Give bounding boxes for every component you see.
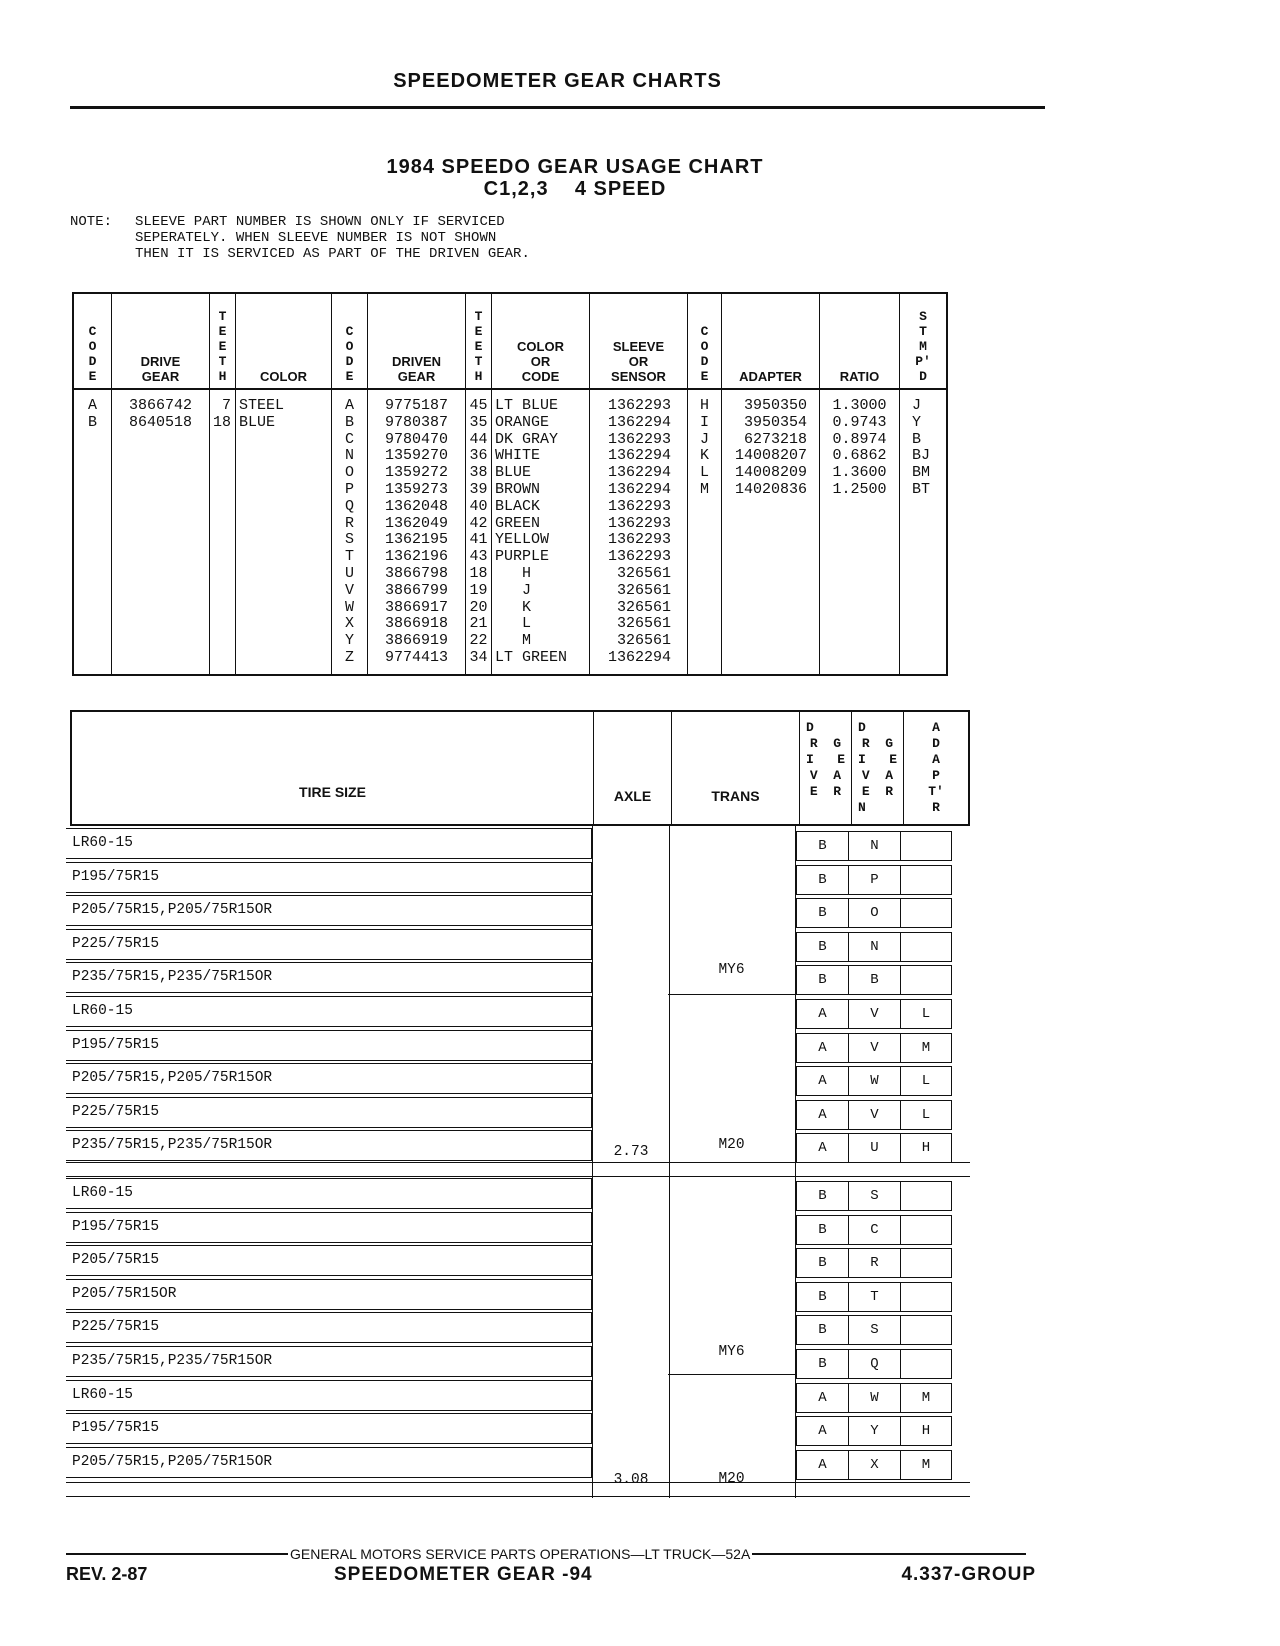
gear-usage-table <box>72 292 948 676</box>
col-driven-code <box>332 390 368 674</box>
col-adapter <box>722 390 820 674</box>
header-adapter-col <box>904 712 968 824</box>
footer-revision: REV. 2-87 <box>66 1564 148 1584</box>
tire-size-table <box>66 710 970 1498</box>
drive-gear-cell: B <box>796 932 848 962</box>
tire-size-cell: P205/75R15,P205/75R15OR <box>66 1447 592 1478</box>
drive-color-values: STEEL BLUE <box>239 397 285 431</box>
adapter-cell <box>900 898 952 928</box>
adapter-cell <box>900 831 952 861</box>
adapter-cell <box>900 1181 952 1211</box>
tire-row <box>66 1063 970 1097</box>
tire-row <box>66 1212 970 1246</box>
adapter-cell <box>900 932 952 962</box>
drive-gear-cell: A <box>796 1383 848 1413</box>
header-teeth-1-label: T E E T H <box>218 309 227 384</box>
header-adapter-label: ADAPTER <box>739 369 802 384</box>
sleeve-values: 1362293 1362294 1362293 1362294 1362294 1362294 1362293 1362293 1362293 1362293 326561 326561 326561 326561 326561 1362294 <box>607 397 671 666</box>
stmpd-values: J Y B BJ BM BT <box>912 397 931 498</box>
tire-size-cell: P195/75R15 <box>66 1212 592 1243</box>
header-sleeve <box>590 294 688 388</box>
header-axle <box>594 712 672 824</box>
tire-row <box>66 1030 970 1064</box>
driven-gear-cell: B <box>848 965 900 995</box>
header-driven-gear-label: DRIVEN GEAR <box>391 354 442 384</box>
driven-gear-cell: P <box>848 865 900 895</box>
table-bottom-rule <box>66 1482 970 1483</box>
gear-usage-header <box>74 294 946 390</box>
adapter-cell <box>900 1315 952 1345</box>
drive-gear-cell: B <box>796 1315 848 1345</box>
header-driven-gear <box>368 294 466 388</box>
driven-gear-cell: U <box>848 1133 900 1163</box>
note-label: NOTE: <box>70 214 113 230</box>
tire-size-cell: P235/75R15,P235/75R15OR <box>66 1130 592 1161</box>
adapter-cell <box>900 865 952 895</box>
tire-row <box>66 929 970 963</box>
drive-gear-cell: A <box>796 1450 848 1480</box>
tire-row <box>66 1245 970 1279</box>
tire-size-cell: P205/75R15,P205/75R15OR <box>66 895 592 926</box>
header-code-3 <box>688 294 722 388</box>
adapter-cell: L <box>900 1066 952 1096</box>
header-sleeve-label: SLEEVE OR SENSOR <box>611 339 666 384</box>
header-drive-gear-col <box>800 712 852 824</box>
header-driven-gear-col <box>852 712 904 824</box>
footer-line-text: GENERAL MOTORS SERVICE PARTS OPERATIONS—LT TRUCK—52A <box>290 1546 751 1562</box>
driven-gear-values: 9775187 9780387 9780470 1359270 1359272 1359273 1362048 1362049 1362195 1362196 3866798 3866799 3866917 3866918 3866919 9774413 <box>384 397 448 666</box>
header-stmpd-label: S T M P' D <box>915 309 931 384</box>
header-drive-gear-col-label: D R G I E V A E R <box>805 720 845 799</box>
driven-gear-cell: Y <box>848 1416 900 1446</box>
driven-gear-cell: S <box>848 1315 900 1345</box>
trans-value-2a: MY6 <box>718 1344 745 1360</box>
drive-teeth-values: 7 18 <box>212 397 231 431</box>
tire-row <box>66 1346 970 1380</box>
header-color <box>236 294 332 388</box>
drive-code-values: A B <box>87 397 97 431</box>
tire-table-header <box>70 710 970 826</box>
header-drive-gear <box>112 294 210 388</box>
driven-gear-cell: V <box>848 999 900 1029</box>
header-trans <box>672 712 800 824</box>
col-driven-teeth <box>466 390 492 674</box>
col-drive-code <box>74 390 112 674</box>
tire-row <box>66 962 970 996</box>
header-code-1-label: C O D E <box>88 324 97 384</box>
header-axle-label: AXLE <box>613 788 652 804</box>
header-color-or-code-label: COLOR OR CODE <box>517 339 564 384</box>
tire-row <box>66 1097 970 1131</box>
chart-title-line-2: C1,2,3 4 SPEED <box>483 178 667 200</box>
trans-value-2b: M20 <box>718 1471 745 1487</box>
group-separator <box>66 1162 970 1163</box>
group-separator-2 <box>66 1176 970 1177</box>
tire-size-cell: P235/75R15,P235/75R15OR <box>66 962 592 993</box>
header-tire-size <box>72 712 594 824</box>
adapter-code-values: H I J K L M <box>699 397 709 498</box>
adapter-cell <box>900 1248 952 1278</box>
drive-gear-cell: A <box>796 1100 848 1130</box>
adapter-cell <box>900 1215 952 1245</box>
drive-gear-cell: A <box>796 1066 848 1096</box>
col-sleeve <box>590 390 688 674</box>
driven-gear-cell: N <box>848 932 900 962</box>
adapter-cell <box>900 1282 952 1312</box>
header-ratio <box>820 294 900 388</box>
drive-gear-cell: B <box>796 1349 848 1379</box>
tire-size-cell: LR60-15 <box>66 1178 592 1209</box>
header-code-3-label: C O D E <box>700 324 709 384</box>
drive-gear-cell: B <box>796 965 848 995</box>
adapter-cell <box>900 965 952 995</box>
tire-size-cell: P195/75R15 <box>66 1413 592 1444</box>
drive-gear-cell: B <box>796 1215 848 1245</box>
tire-row <box>66 1447 970 1481</box>
drive-gear-cell: B <box>796 865 848 895</box>
header-driven-gear-col-label: D R G I E V A E R N <box>857 720 897 815</box>
drive-gear-values: 3866742 8640518 <box>128 397 192 431</box>
header-adapter-col-label: A D A P T' R <box>928 720 944 815</box>
driven-gear-cell: C <box>848 1215 900 1245</box>
tire-size-cell: P225/75R15 <box>66 1097 592 1128</box>
drive-gear-cell: A <box>796 1033 848 1063</box>
driven-gear-cell: R <box>848 1248 900 1278</box>
tire-row <box>66 1178 970 1212</box>
header-stmpd <box>900 294 946 388</box>
tire-row <box>66 1413 970 1447</box>
header-adapter <box>722 294 820 388</box>
drive-gear-cell: A <box>796 1416 848 1446</box>
footer-rule-left <box>66 1553 288 1555</box>
footer-rule-right <box>752 1553 1026 1555</box>
drive-gear-cell: A <box>796 999 848 1029</box>
drive-gear-cell: B <box>796 1181 848 1211</box>
header-code-1 <box>74 294 112 388</box>
header-trans-label: TRANS <box>711 788 760 804</box>
tire-size-cell: P205/75R15,P205/75R15OR <box>66 1063 592 1094</box>
header-ratio-label: RATIO <box>839 369 880 384</box>
adapter-cell <box>900 1349 952 1379</box>
adapter-cell: M <box>900 1383 952 1413</box>
driven-gear-cell: T <box>848 1282 900 1312</box>
table-bottom-rule-2 <box>66 1496 970 1497</box>
note <box>70 214 530 262</box>
col-driven-gear <box>368 390 466 674</box>
drive-gear-cell: B <box>796 831 848 861</box>
tire-size-cell: P235/75R15,P235/75R15OR <box>66 1346 592 1377</box>
col-adapter-code <box>688 390 722 674</box>
col-drive-teeth <box>210 390 236 674</box>
chart-title <box>250 156 900 200</box>
adapter-cell: H <box>900 1416 952 1446</box>
adapter-cell: L <box>900 1100 952 1130</box>
driven-gear-cell: X <box>848 1450 900 1480</box>
tire-row <box>66 862 970 896</box>
header-color-or-code <box>492 294 590 388</box>
col-driven-color <box>492 390 590 674</box>
driven-gear-cell: O <box>848 898 900 928</box>
tire-size-cell: P195/75R15 <box>66 862 592 893</box>
adapter-values: 3950350 3950354 6273218 14008207 14008209 14020836 <box>734 397 807 498</box>
drive-gear-cell: A <box>796 1133 848 1163</box>
driven-gear-cell: V <box>848 1033 900 1063</box>
tire-size-cell: LR60-15 <box>66 828 592 859</box>
footer-group: 4.337-GROUP <box>901 1564 1036 1585</box>
col-drive-color <box>236 390 332 674</box>
header-code-2-label: C O D E <box>345 324 354 384</box>
tire-row <box>66 1380 970 1414</box>
driven-gear-cell: Q <box>848 1349 900 1379</box>
ratio-values: 1.3000 0.9743 0.8974 0.6862 1.3600 1.2500 <box>832 397 887 498</box>
header-drive-gear-label: DRIVE GEAR <box>140 354 181 384</box>
tire-size-cell: P225/75R15 <box>66 929 592 960</box>
page-title: SPEEDOMETER GEAR CHARTS <box>393 70 722 92</box>
driven-gear-cell: V <box>848 1100 900 1130</box>
header-teeth-2 <box>466 294 492 388</box>
tire-row <box>66 1312 970 1346</box>
tire-row <box>66 1279 970 1313</box>
tire-size-cell: LR60-15 <box>66 1380 592 1411</box>
adapter-cell: M <box>900 1033 952 1063</box>
driven-gear-cell: W <box>848 1383 900 1413</box>
header-teeth-2-label: T E E T H <box>474 309 483 384</box>
driven-gear-cell: W <box>848 1066 900 1096</box>
footer <box>66 1564 1036 1588</box>
tire-size-cell: P205/75R15OR <box>66 1279 592 1310</box>
header-color-label: COLOR <box>260 369 307 384</box>
header-tire-size-label: TIRE SIZE <box>299 784 366 800</box>
trans-value-1b: M20 <box>718 1137 745 1153</box>
tire-size-cell: P225/75R15 <box>66 1312 592 1343</box>
drive-gear-cell: B <box>796 1282 848 1312</box>
tire-row <box>66 828 970 862</box>
footer-line <box>66 1546 1026 1562</box>
driven-teeth-values: 45 35 44 36 38 39 40 42 41 43 18 19 20 21 22 34 <box>469 397 488 666</box>
driven-color-values: LT BLUE ORANGE DK GRAY WHITE BLUE BROWN BLACK GREEN YELLOW PURPLE H J K L M LT GREEN <box>495 397 568 666</box>
col-stmpd <box>900 390 946 674</box>
adapter-cell: H <box>900 1133 952 1163</box>
tire-row <box>66 1130 970 1164</box>
adapter-cell: M <box>900 1450 952 1480</box>
footer-section: SPEEDOMETER GEAR -94 <box>334 1564 593 1585</box>
adapter-cell: L <box>900 999 952 1029</box>
axle-value-2: 3.08 <box>613 1472 649 1488</box>
col-drive-gear <box>112 390 210 674</box>
axle-value-1: 2.73 <box>613 1144 649 1160</box>
tire-row <box>66 895 970 929</box>
header-teeth-1 <box>210 294 236 388</box>
trans-value-1a: MY6 <box>718 962 745 978</box>
driven-gear-cell: N <box>848 831 900 861</box>
tire-size-cell: P195/75R15 <box>66 1030 592 1061</box>
tire-size-cell: P205/75R15 <box>66 1245 592 1276</box>
driven-gear-cell: S <box>848 1181 900 1211</box>
drive-gear-cell: B <box>796 898 848 928</box>
header-rule <box>70 106 1045 109</box>
col-ratio <box>820 390 900 674</box>
driven-code-values: A B C N O P Q R S T U V W X Y Z <box>344 397 354 666</box>
note-text: SLEEVE PART NUMBER IS SHOWN ONLY IF SERVICED SEPERATELY. WHEN SLEEVE NUMBER IS NOT SHOWN THEN IT IS SERVICED AS PART OF THE DRIVEN GEAR. <box>135 214 530 262</box>
chart-title-line-1: 1984 SPEEDO GEAR USAGE CHART <box>386 156 764 178</box>
drive-gear-cell: B <box>796 1248 848 1278</box>
header-code-2 <box>332 294 368 388</box>
tire-row <box>66 996 970 1030</box>
tire-size-cell: LR60-15 <box>66 996 592 1027</box>
